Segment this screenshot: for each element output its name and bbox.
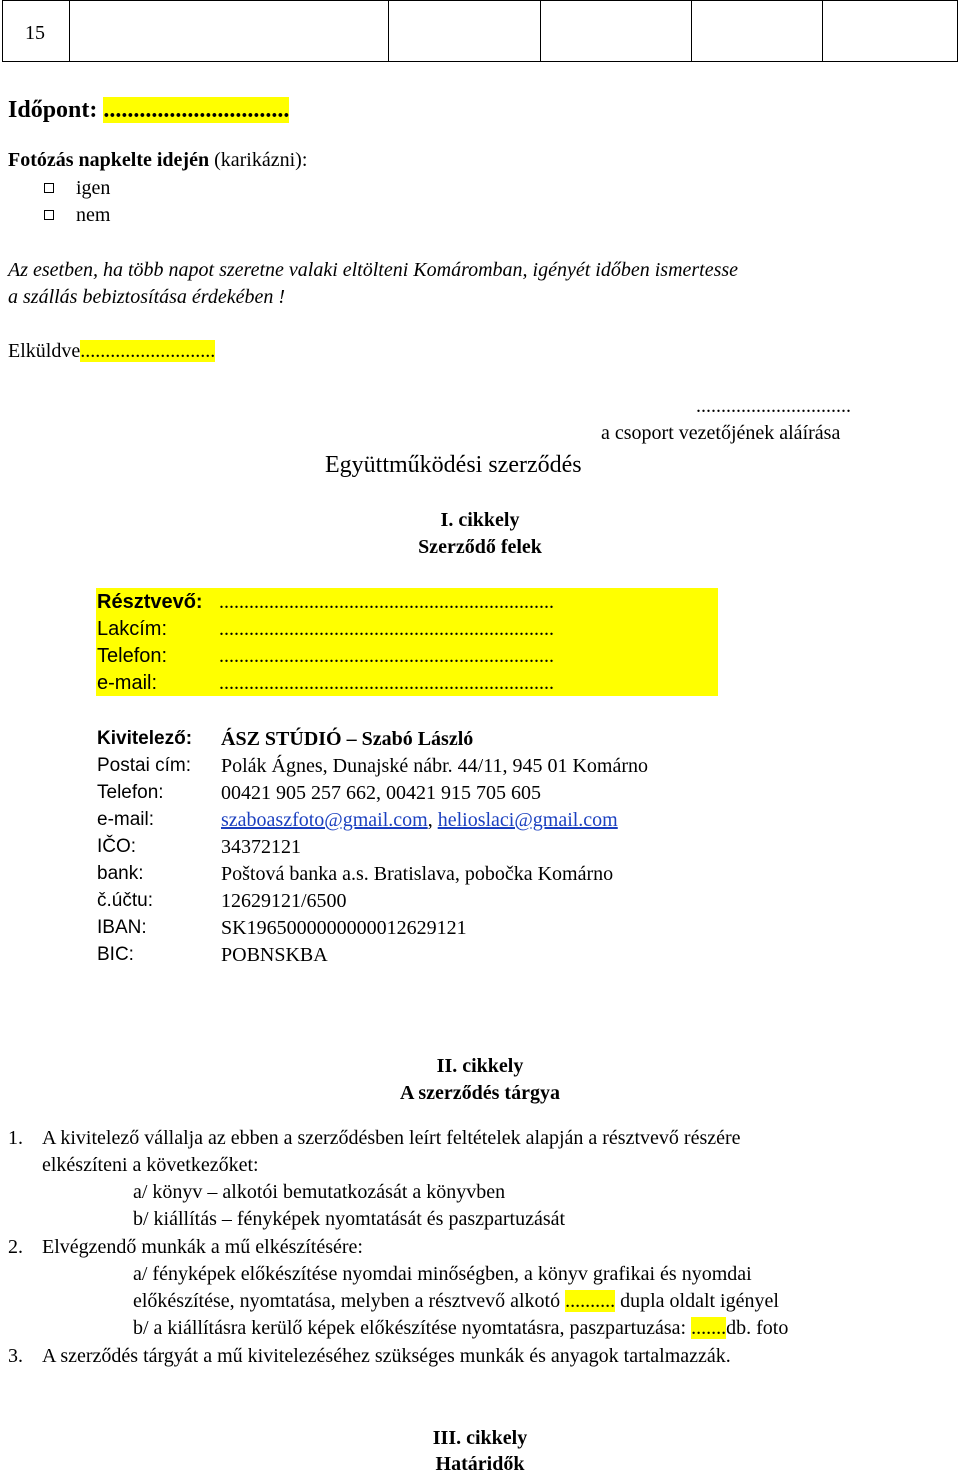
item-text: db. foto: [726, 1317, 789, 1339]
page-number: 15: [25, 22, 45, 44]
bank-value: Poštová banka a.s. Bratislava, pobočka Komárno: [221, 863, 614, 885]
item-text: b/ a kiállításra kerülő képek előkészítése nyomtatásra, paszpartuzása:: [133, 1317, 692, 1339]
postal-value: Polák Ágnes, Dunajské nábr. 44/11, 945 01 Komárno: [221, 755, 648, 777]
note-line-2: a szállás bebiztosítása érdekében !: [8, 286, 286, 308]
item-1-line-2: elkészíteni a következőket:: [42, 1154, 259, 1176]
note-line-1: Az esetben, ha több napot szeretne valaki eltölteni Komáromban, igényét időben ismertesse: [8, 259, 739, 281]
participant-blank: ...................................................................: [219, 591, 554, 613]
header-cell: [388, 0, 541, 62]
item-2-line-1: [8, 1235, 363, 1259]
bic-value: POBNSKBA: [221, 944, 328, 966]
checkbox-icon[interactable]: [44, 183, 54, 193]
date-line: [8, 96, 289, 124]
contractor-email-label: e-mail:: [97, 809, 155, 830]
item-text: A szerződés tárgyát a mű kivitelezéséhez szükséges munkák és anyagok tartalmazzák.: [42, 1345, 731, 1367]
article-2-title: A szerződés tárgya: [400, 1082, 560, 1104]
email-blank: ...................................................................: [219, 672, 554, 694]
bank-label: bank:: [97, 863, 144, 884]
item-3-line-1: [8, 1344, 731, 1368]
header-table: [0, 0, 960, 64]
ico-value: 34372121: [221, 836, 301, 858]
item-number: 1.: [8, 1127, 23, 1149]
article-1-title: Szerződő felek: [418, 536, 542, 558]
option-nem[interactable]: [44, 203, 110, 227]
account-value: 12629121/6500: [221, 890, 347, 912]
date-label: Időpont:: [8, 97, 98, 123]
participant-label: Résztvevő:: [97, 591, 203, 613]
iban-value: SK1965000000000012629121: [221, 917, 467, 939]
email-separator: ,: [427, 809, 438, 831]
item-2-sub-b: [133, 1316, 788, 1340]
ico-label: IČO:: [97, 836, 137, 857]
sent-label: Elküldve: [8, 340, 81, 362]
item-text: A kivitelező vállalja az ebben a szerződésben leírt feltételek alapján a résztvevő részére: [42, 1127, 741, 1149]
item-text: dupla oldalt igényel: [615, 1290, 779, 1312]
email-label: e-mail:: [97, 672, 158, 694]
sunrise-question-bold: Fotózás napkelte idején: [8, 149, 210, 171]
checkbox-icon[interactable]: [44, 210, 54, 220]
address-label: Lakcím:: [97, 618, 168, 640]
item-number: 2.: [8, 1236, 23, 1258]
phone-blank: ...................................................................: [219, 645, 554, 667]
item-1-sub-b: b/ kiállítás – fényképek nyomtatását és paszpartuzását: [133, 1208, 566, 1230]
header-cell: [2, 0, 70, 62]
email-link-2[interactable]: helioslaci@gmail.com: [437, 809, 618, 831]
signature-caption: a csoport vezetőjének aláírása: [601, 422, 841, 444]
photos-blank: .......: [691, 1317, 727, 1339]
address-blank: ...................................................................: [219, 618, 554, 640]
postal-label: Postai cím:: [97, 755, 191, 776]
contract-title: Együttműködési szerződés: [325, 452, 582, 478]
email-link-1[interactable]: szaboaszfoto@gmail.com: [221, 809, 428, 831]
date-blank: ...............................: [103, 97, 290, 123]
signature-dots: ...............................: [696, 395, 851, 417]
account-label: č.účtu:: [97, 890, 153, 911]
contractor-email-line: [221, 808, 618, 832]
sunrise-question: [8, 148, 307, 172]
option-label: nem: [76, 204, 111, 226]
item-text: előkészítése, nyomtatása, melyben a résztvevő alkotó: [133, 1290, 566, 1312]
header-cell: [69, 0, 389, 62]
contractor-phone-label: Telefon:: [97, 782, 164, 803]
contractor-phone-value: 00421 905 257 662, 00421 915 705 605: [221, 782, 541, 804]
header-cell: [540, 0, 692, 62]
sent-blank: ...........................: [80, 340, 216, 362]
phone-label: Telefon:: [97, 645, 168, 667]
article-2-number: II. cikkely: [436, 1055, 524, 1077]
option-igen[interactable]: [44, 176, 110, 200]
item-text: Elvégzendő munkák a mű elkészítésére:: [42, 1236, 363, 1258]
contractor-label: Kivitelező:: [97, 728, 193, 749]
header-cell: [691, 0, 823, 62]
sunrise-question-note: (karikázni):: [209, 149, 308, 171]
item-1-sub-a: a/ könyv – alkotói bemutatkozását a könyvben: [133, 1181, 506, 1203]
item-number: 3.: [8, 1345, 23, 1367]
article-1-number: I. cikkely: [440, 509, 520, 531]
header-cell: [822, 0, 958, 62]
iban-label: IBAN:: [97, 917, 147, 938]
pages-blank: ..........: [565, 1290, 616, 1312]
item-1-line-1: [8, 1126, 741, 1150]
sent-line: [8, 339, 215, 363]
article-3-title: Határidők: [435, 1453, 525, 1475]
contractor-name: ÁSZ STÚDIÓ – Szabó László: [221, 728, 474, 750]
bic-label: BIC:: [97, 944, 134, 965]
option-label: igen: [76, 177, 111, 199]
item-2-sub-a-2: [133, 1289, 779, 1313]
item-2-sub-a-1: a/ fényképek előkészítése nyomdai minőségben, a könyv grafikai és nyomdai: [133, 1263, 752, 1285]
article-3-number: III. cikkely: [432, 1427, 528, 1449]
